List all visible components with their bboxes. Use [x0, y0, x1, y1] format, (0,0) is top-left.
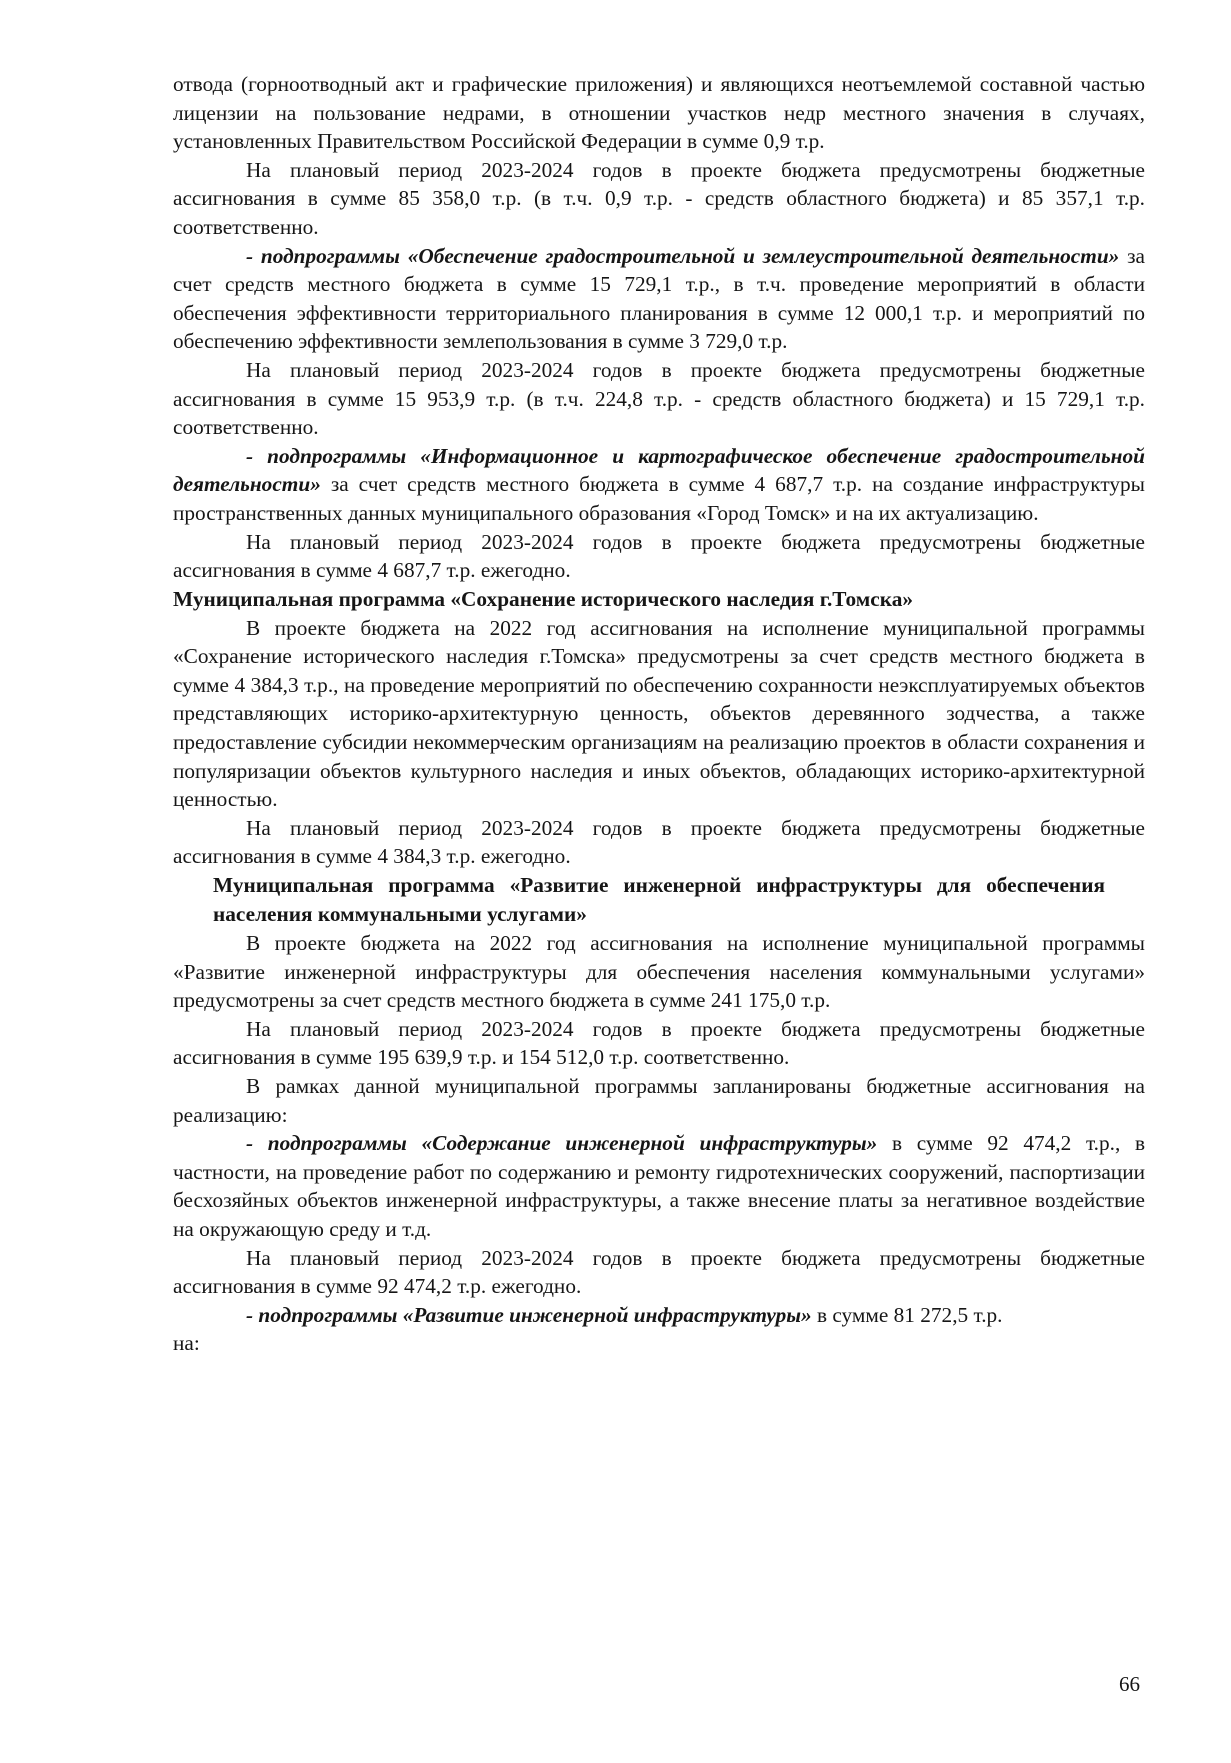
subprogram-title: - подпрограммы «Обеспечение градостроительной и землеустроительной деятельности»	[246, 243, 1120, 268]
paragraph-text: в сумме 92 474,2 т.р., в частности, на проведение работ по содержанию и ремонту гидротехнических сооружений, паспортизации бесхозяйных объектов инженерной инфраструктуры, а также внесение платы за негативное воздействие на окружающую среду и т.д.	[173, 1131, 1146, 1241]
paragraph-text: в сумме 81 272,5 т.р.	[811, 1302, 1003, 1327]
section-heading: Муниципальная программа «Развитие инженерной инфраструктуры для обеспечения населения коммунальными услугами»	[213, 873, 1105, 927]
paragraph: на:	[173, 1331, 200, 1356]
paragraph: В проекте бюджета на 2022 год ассигнования на исполнение муниципальной программы «Развитие инженерной инфраструктуры для обеспечения населения коммунальными услугами» предусмотрены за счет средств местного бюджета в сумме 241 175,0 т.р.	[173, 931, 1145, 1013]
subprogram-title: - подпрограммы «Содержание инженерной инфраструктуры»	[246, 1131, 878, 1156]
paragraph-subprogram	[173, 1129, 1145, 1243]
subprogram-title: - подпрограммы «Развитие инженерной инфраструктуры»	[246, 1302, 812, 1327]
paragraph: На плановый период 2023-2024 годов в проекте бюджета предусмотрены бюджетные ассигнования в сумме 92 474,2 т.р. ежегодно.	[173, 1245, 1145, 1299]
section-heading: Муниципальная программа «Сохранение исторического наследия г.Томска»	[173, 586, 913, 611]
paragraph: В проекте бюджета на 2022 год ассигнования на исполнение муниципальной программы «Сохранение исторического наследия г.Томска» предусмотрены за счет средств местного бюджета в сумме 4 384,3 т.р., на проведение мероприятий по обеспечению сохранности неэксплуатируемых объектов представляющих историко-архитектурную ценность, объектов деревянного зодчества, а также предоставление субсидии некоммерческим организациям на реализацию проектов в области сохранения и популяризации объектов культурного наследия и иных объектов, обладающих историко-архитектурной ценностью.	[173, 615, 1145, 812]
paragraph: На плановый период 2023-2024 годов в проекте бюджета предусмотрены бюджетные ассигнования в сумме 4 384,3 т.р. ежегодно.	[173, 815, 1145, 869]
paragraph-text: за счет средств местного бюджета в сумме 4 687,7 т.р. на создание инфраструктуры пространственных данных муниципального образования «Город Томск» и на их актуализацию.	[173, 472, 1145, 525]
paragraph: На плановый период 2023-2024 годов в проекте бюджета предусмотрены бюджетные ассигнования в сумме 4 687,7 т.р. ежегодно.	[173, 529, 1145, 583]
paragraph-subprogram	[173, 442, 1145, 528]
paragraph: отвода (горноотводный акт и графические приложения) и являющихся неотъемлемой составной частью лицензии на пользование недрами, в отношении участков недр местного значения в случаях, установленных Правительством Российской Федерации в сумме 0,9 т.р.	[173, 72, 1145, 154]
paragraph-subprogram	[173, 242, 1145, 356]
paragraph-text: за счет средств местного бюджета в сумме 15 729,1 т.р., в т.ч. проведение мероприятий в области обеспечения эффективности территориального планирования в сумме 12 000,1 т.р. и мероприятий по обеспечению эффективности землепользования в сумме 3 729,0 т.р.	[173, 243, 1145, 354]
paragraph: В рамках данной муниципальной программы запланированы бюджетные ассигнования на реализацию:	[173, 1074, 1145, 1127]
paragraph: На плановый период 2023-2024 годов в проекте бюджета предусмотрены бюджетные ассигнования в сумме 195 639,9 т.р. и 154 512,0 т.р. соответственно.	[173, 1016, 1145, 1070]
paragraph: На плановый период 2023-2024 годов в проекте бюджета предусмотрены бюджетные ассигнования в сумме 85 358,0 т.р. (в т.ч. 0,9 т.р. - средств областного бюджета) и 85 357,1 т.р. соответственно.	[173, 157, 1145, 239]
paragraph-subprogram	[173, 1301, 1145, 1330]
page-number: 66	[1119, 1672, 1140, 1696]
subprogram-title: - подпрограммы «Информационное и картографическое обеспечение градостроительной деятельности»	[173, 443, 1145, 497]
document-body	[173, 70, 1145, 1358]
paragraph: На плановый период 2023-2024 годов в проекте бюджета предусмотрены бюджетные ассигнования в сумме 15 953,9 т.р. (в т.ч. 224,8 т.р. - средств областного бюджета) и 15 729,1 т.р. соответственно.	[173, 357, 1145, 440]
